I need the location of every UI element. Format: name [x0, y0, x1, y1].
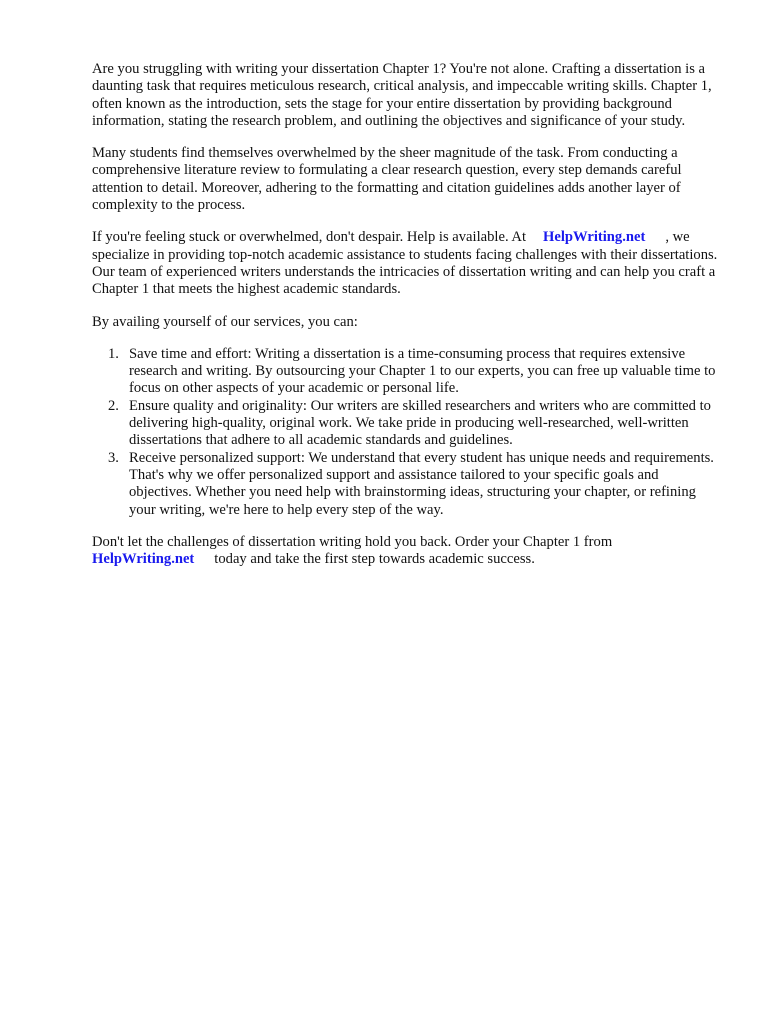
help-paragraph [92, 229, 722, 298]
list-item-text: Ensure quality and originality: Our writers are skilled researchers and writers who are committed to delivering high-quality, original work. We take pride in producing well-researched, well-written dissertations that adhere to all academic standards and guidelines. [129, 397, 711, 449]
closing-text-before: Don't let the challenges of dissertation writing hold you back. Order your Chapter 1 from [92, 533, 613, 550]
list-item-text: Save time and effort: Writing a dissertation is a time-consuming process that requires extensive research and writing. By outsourcing your Chapter 1 to our experts, you can free up valuable time to focus on other aspects of your academic or personal life. [129, 345, 716, 397]
list-number: 2. [108, 397, 119, 414]
list-item [92, 450, 722, 519]
challenges-paragraph: Many students find themselves overwhelmed by the sheer magnitude of the task. From conducting a comprehensive literature review to formulating a clear research question, every step demands careful attention to detail. Moreover, adhering to the formatting and citation guidelines adds another layer of complexity to the process. [92, 145, 682, 214]
closing-paragraph [92, 534, 722, 569]
intro-paragraph: Are you struggling with writing your dissertation Chapter 1? You're not alone. Crafting a dissertation is a daunting task that requires meticulous research, critical analysis, and impeccable writing skills. Chapter 1, often known as the introduction, sets the stage for your entire dissertation by providing background information, stating the research problem, and outlining the objectives and significance of your study. [92, 61, 712, 129]
list-number: 3. [108, 449, 119, 466]
list-item [92, 346, 722, 398]
list-number: 1. [108, 345, 119, 362]
list-item [92, 398, 722, 450]
helpwriting-link[interactable]: HelpWriting.net [543, 229, 646, 246]
help-text-after: , we specialize in providing top-notch academic assistance to students facing challenges with their dissertations. Our team of experienced writers understands the intricacies of dissertation writing and can help you craft a Chapter 1 that meets the highest academic standards. [92, 229, 718, 298]
document-page [92, 61, 722, 583]
benefits-list [92, 346, 722, 519]
list-item-text: Receive personalized support: We understand that every student has unique needs and requirements. That's why we offer personalized support and assistance tailored to your specific goals and objectives. Whether you need help with brainstorming ideas, structuring your chapter, or refining your writing, we're here to help every step of the way. [129, 449, 714, 518]
closing-text-after: today and take the first step towards academic success. [214, 551, 535, 568]
helpwriting-link-closing[interactable]: HelpWriting.net [92, 551, 195, 568]
help-text-before: If you're feeling stuck or overwhelmed, don't despair. Help is available. At [92, 229, 527, 246]
services-intro: By availing yourself of our services, you can: [92, 313, 358, 330]
